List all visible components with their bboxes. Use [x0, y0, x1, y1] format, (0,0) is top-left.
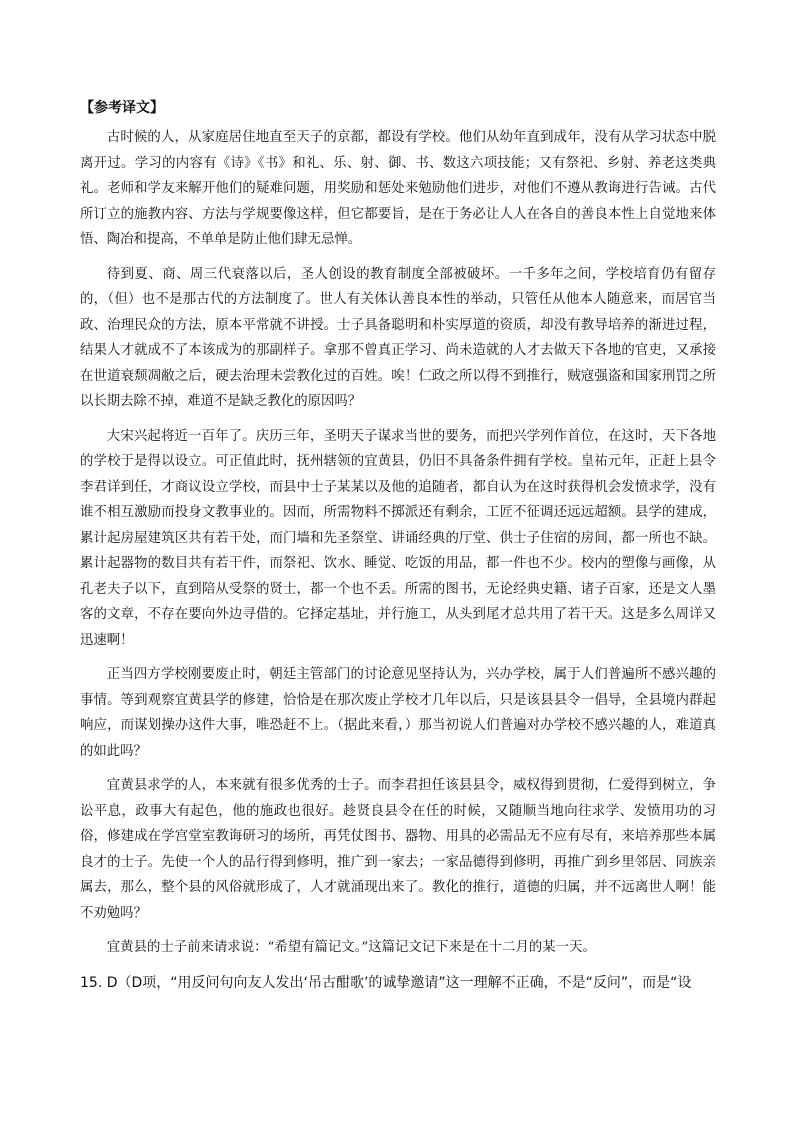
translation-paragraph-2: 待到夏、商、周三代衰落以后，圣人创设的教育制度全部被破坏。一千多年之间，学校培育仍有留存的，（但）也不是那古代的方法制度了。世人有关体认善良本性的举动，只管任从他本人随意来，而居官当政、治理民众的方法，原本平常就不讲授。士子具备聪明和朴实厚道的资质，却没有教导培养的渐进过程，结果人才就成不了本该成为的那副样子。拿那不曾真正学习、尚未造就的人才去做天下各地的官吏，又承接在世道衰颓凋敝之后，硬去治理未尝教化过的百姓。唉！仁政之所以得不到推行，贼寇强盗和国家刑罚之所以长期去除不掉，难道不是缺乏教化的原因吗？	[80, 266, 716, 409]
translation-paragraph-1: 古时候的人，从家庭居住地直至天子的京都，都设有学校。他们从幼年直到成年，没有从学习状态中脱离开过。学习的内容有《诗》《书》和礼、乐、射、御、书、数这六项技能；又有祭祀、乡射、养老这类典礼。老师和学友来解开他们的疑难问题，用奖励和惩处来勉励他们进步，对他们不遵从教诲进行告诫。古代所订立的施教内容、方法与学规要像这样，但它都要旨，是在于务必让人人在各自的善良本性上自觉地来体悟、陶冶和提高，不单单是防止他们肆无忌惮。	[80, 130, 716, 247]
section-heading: 【参考译文】	[80, 100, 164, 116]
translation-paragraph-6: 宜黄县的士子前来请求说：“希望有篇记文。”这篇记文记下来是在十二月的某一天。	[106, 940, 596, 955]
translation-paragraph-4: 正当四方学校刚要废止时，朝廷主管部门的讨论意见坚持认为，兴办学校，属于人们普遍所不感兴趣的事情。等到观察宜黄县学的修建，恰恰是在那次废止学校才几年以后，只是该县县令一倡导，全县境内群起响应，而谋划操办这件大事，唯恐赶不上。（据此来看，）那当初说人们普遍对办学校不感兴趣的人，难道真的如此吗？	[80, 667, 716, 759]
translation-paragraph-5: 宜黄县求学的人，本来就有很多优秀的士子。而李君担任该县县令，威权得到贯彻，仁爱得到树立，争讼平息，政事大有起色，他的施政也很好。趁贤良县令在任的时候，又随顺当地向往求学、发愤用功的习俗，修建成在学宫堂室教诲研习的场所，再凭仗图书、器物、用具的必需品无不应有尽有，来培养那些本属良才的士子。先使一个人的品行得到修明，推广到一家去；一家品德得到修明，再推广到乡里邻居、同族亲属去，那么，整个县的风俗就形成了，人才就涌现出来了。教化的推行，道德的归属，并不远离世人啊！能不劝勉吗？	[80, 778, 716, 921]
translation-paragraph-3: 大宋兴起将近一百年了。庆历三年，圣明天子谋求当世的要务，而把兴学列作首位，在这时，天下各地的学校于是得以设立。可正值此时，抚州辖领的宜黄县，仍旧不具备条件拥有学校。皇祐元年，正赶上县令李君详到任，才商议设立学校，而县中士子某某以及他的追随者，都自认为在这时获得机会发愤求学，没有谁不相互激励而投身文教事业的。因而，所需物料不掷派还有剩余，工匠不征调还远远超额。县学的建成，累计起房屋建筑区共有若干处，而门墙和先圣祭堂、讲诵经典的厅堂、供士子住宿的房间，都一所也不缺。累计起器物的数目共有若干件，而祭祀、饮水、睡觉、吃饭的用品，都一件也不少。校内的塑像与画像，从孔老夫子以下，直到陪从受祭的贤士，都一个也不丢。所需的图书，无论经典史籍、诸子百家，还是文人墨客的文章，不存在要向外边寻借的。它择定基址，并行施工，从头到尾才总共用了若干天。这是多么周详又迅速啊！	[80, 428, 716, 648]
answer-line: 15. D（D项，“用反问句向友人发出‘吊古酣歌’的诚挚邀请”这一理解不正确，不是“反问”，而是“设	[80, 974, 692, 991]
document-content	[80, 97, 716, 996]
